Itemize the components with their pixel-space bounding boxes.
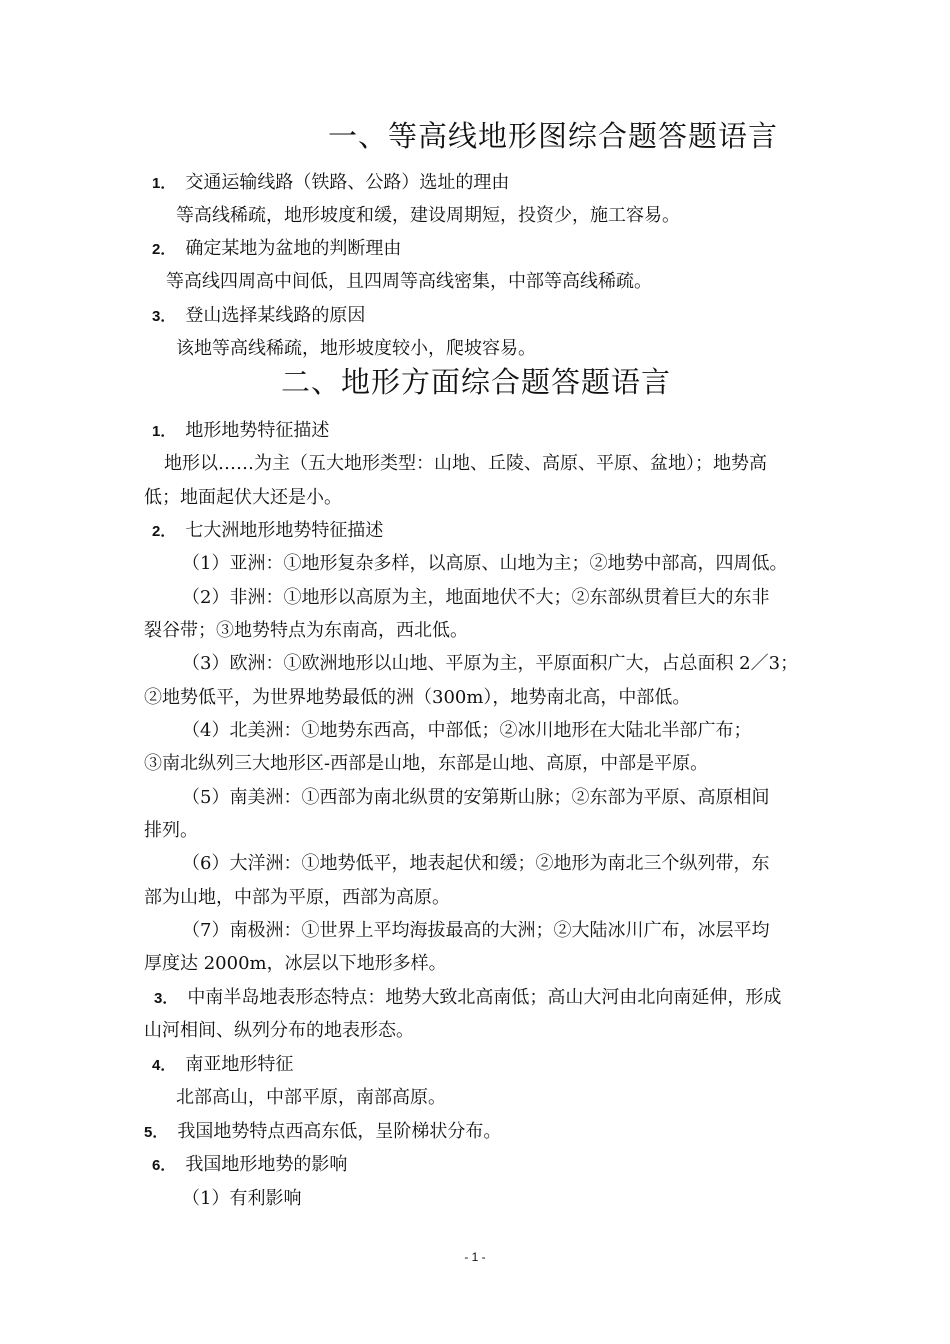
item-number: 2． [152, 241, 176, 258]
continent-africa-line1: （2）非洲：①地形以高原为主，地面地伏不大；②东部纵贯着巨大的东非 [182, 587, 770, 608]
s2-item3-line1 [154, 985, 781, 1012]
continent-antarctica-line2: 厚度达 2000m，冰层以下地形多样。 [144, 953, 447, 974]
section1-title: 一、等高线地形图综合题答题语言 [328, 119, 779, 153]
s2-item1-line2: 低；地面起伏大还是小。 [144, 487, 342, 508]
s1-item2-heading [152, 236, 401, 263]
continent-north-america-line1: （4）北美洲：①地势东西高，中部低；②冰川地形在大陆北半部广布； [182, 720, 752, 741]
s2-item4-body: 北部高山，中部平原，南部高原。 [176, 1087, 446, 1108]
item-number: 3． [154, 990, 178, 1007]
item-title: 交通运输线路（铁路、公路）选址的理由 [185, 172, 510, 193]
s1-item2-body: 等高线四周高中间低，且四周等高线密集，中部等高线稀疏。 [166, 271, 652, 292]
item-title: 我国地势特点西高东低，呈阶梯状分布。 [177, 1121, 502, 1142]
continent-africa-line2: 裂谷带；③地势特点为东南高，西北低。 [144, 620, 468, 641]
item-number: 3． [152, 308, 176, 325]
s2-item2-heading [152, 518, 383, 545]
item-title: 确定某地为盆地的判断理由 [185, 238, 402, 259]
continent-oceania-line2: 部为山地，中部为平原，西部为高原。 [144, 887, 450, 908]
s2-item1-line1: 地形以……为主（五大地形类型：山地、丘陵、高原、平原、盆地）；地势高 [164, 453, 767, 474]
continent-south-america-line2: 排列。 [144, 820, 198, 841]
continent-europe-line2: ②地势低平，为世界地势最低的洲（300m），地势南北高，中部低。 [144, 687, 691, 708]
item-title: 我国地形地势的影响 [185, 1154, 348, 1175]
s2-item4-heading [152, 1052, 293, 1079]
item-number: 1． [152, 423, 176, 440]
continent-antarctica-line1: （7）南极洲：①世界上平均海拔最高的大洲；②大陆冰川广布，冰层平均 [182, 920, 770, 941]
item-number: 1． [152, 175, 176, 192]
item-number: 4． [152, 1057, 176, 1074]
item-text: 中南半岛地表形态特点：地势大致北高南低；高山大河由北向南延伸，形成 [187, 987, 782, 1008]
item-title: 登山选择某线路的原因 [185, 305, 366, 326]
s1-item1-body: 等高线稀疏，地形坡度和缓，建设周期短，投资少，施工容易。 [176, 205, 680, 226]
section2-title: 二、地形方面综合题答题语言 [281, 365, 672, 399]
page-number: - 1 - [464, 1250, 486, 1264]
s1-item3-heading [152, 303, 365, 330]
s2-item1-heading [152, 418, 329, 445]
item-title: 南亚地形特征 [185, 1054, 294, 1075]
item-number: 5． [144, 1124, 168, 1141]
item-number: 2． [152, 523, 176, 540]
item-title: 七大洲地形地势特征描述 [185, 520, 384, 541]
continent-asia: （1）亚洲：①地形复杂多样，以高原、山地为主；②地势中部高，四周低。 [182, 553, 788, 574]
item-number: 6． [152, 1157, 176, 1174]
continent-north-america-line2: ③南北纵列三大地形区-西部是山地，东部是山地、高原，中部是平原。 [144, 753, 709, 774]
s2-item6-heading [152, 1152, 347, 1179]
continent-oceania-line1: （6）大洋洲：①地势低平，地表起伏和缓；②地形为南北三个纵列带，东 [182, 853, 770, 874]
s2-item3-line2: 山河相间、纵列分布的地表形态。 [144, 1020, 414, 1041]
continent-south-america-line1: （5）南美洲：①西部为南北纵贯的安第斯山脉；②东部为平原、高原相间 [182, 787, 770, 808]
continent-europe-line1: （3）欧洲：①欧洲地形以山地、平原为主，平原面积广大，占总面积 2／3； [182, 653, 799, 674]
s2-item5 [144, 1119, 501, 1146]
s1-item1-heading [152, 170, 509, 197]
item-title: 地形地势特征描述 [185, 420, 330, 441]
s1-item3-body: 该地等高线稀疏，地形坡度较小，爬坡容易。 [176, 338, 536, 359]
s2-item6-sub: （1）有利影响 [182, 1188, 302, 1209]
